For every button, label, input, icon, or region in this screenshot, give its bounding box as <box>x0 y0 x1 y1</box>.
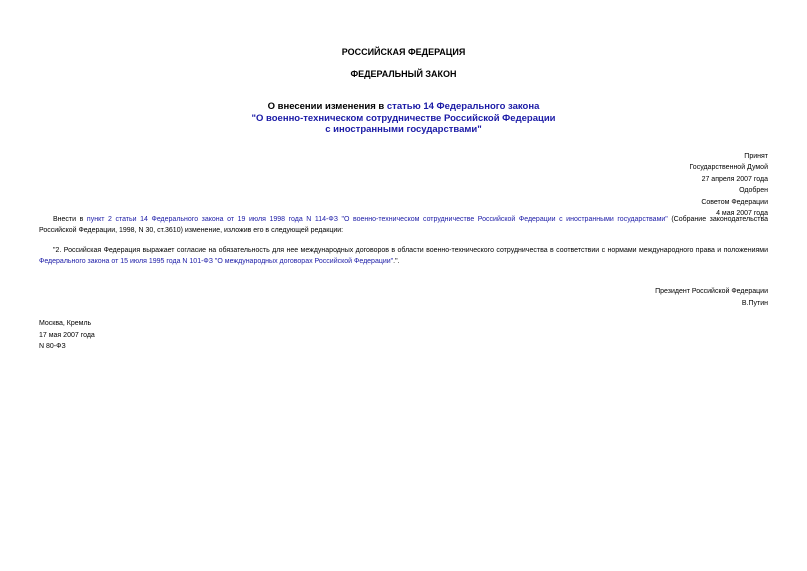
adoption-block <box>689 151 768 219</box>
adoption-line: Принят <box>744 153 768 160</box>
place-date-block <box>39 318 95 353</box>
body-paragraph-1 <box>39 214 768 236</box>
signature-block <box>655 286 768 309</box>
body-paragraph-2 <box>39 245 768 267</box>
p2-text-end: .". <box>393 258 400 265</box>
p1-text-end: (Собрание законодательства Российской Федерации, 1998, N 30, ст.3610) изменение, изложив его в следующей редакции: <box>39 216 768 234</box>
signature-position: Президент Российской Федерации <box>655 288 768 295</box>
law-number: N 80-ФЗ <box>39 343 66 350</box>
country-heading: РОССИЙСКАЯ ФЕДЕРАЦИЯ <box>341 47 466 57</box>
adoption-line: 27 апреля 2007 года <box>701 175 768 183</box>
law-title <box>0 101 807 136</box>
title-link-article[interactable]: статью 14 Федерального закона <box>386 101 540 112</box>
title-prefix: О внесении изменения в <box>267 101 387 112</box>
p1-link-law[interactable]: пункт 2 статьи 14 Федерального закона от 19 июля 1998 года N 114-ФЗ "О военно-техническом сотрудничестве Российской Федерации с иностранными государствами" <box>86 216 668 223</box>
adoption-line: 4 мая 2007 года <box>716 210 768 218</box>
adoption-line: Одобрен <box>739 187 768 195</box>
place-city: Москва, Кремль <box>39 320 92 327</box>
doc-type-heading: ФЕДЕРАЛЬНЫЙ ЗАКОН <box>350 69 457 79</box>
title-link-law-name-end[interactable]: с иностранными государствами" <box>325 124 482 135</box>
signature-name: В.Путин <box>741 299 768 307</box>
adoption-line: Государственной Думой <box>689 164 768 172</box>
p2-text-start: "2. Российская Федерация выражает согласие на обязательность для нее международных договоров в области военно-технического сотрудничества в соответствии с нормами международного права и положениями <box>53 247 768 254</box>
title-link-law-name[interactable]: "О военно-техническом сотрудничестве Российской Федерации <box>251 112 556 124</box>
adoption-line: Советом Федерации <box>701 198 768 206</box>
p1-text-start: Внести в <box>53 216 87 223</box>
title-line-1 <box>0 101 807 113</box>
p2-link-law[interactable]: Федерального закона от 15 июля 1995 года N 101-ФЗ "О международных договорах Российской Федерации" <box>39 258 394 265</box>
place-date: 17 мая 2007 года <box>39 331 95 339</box>
